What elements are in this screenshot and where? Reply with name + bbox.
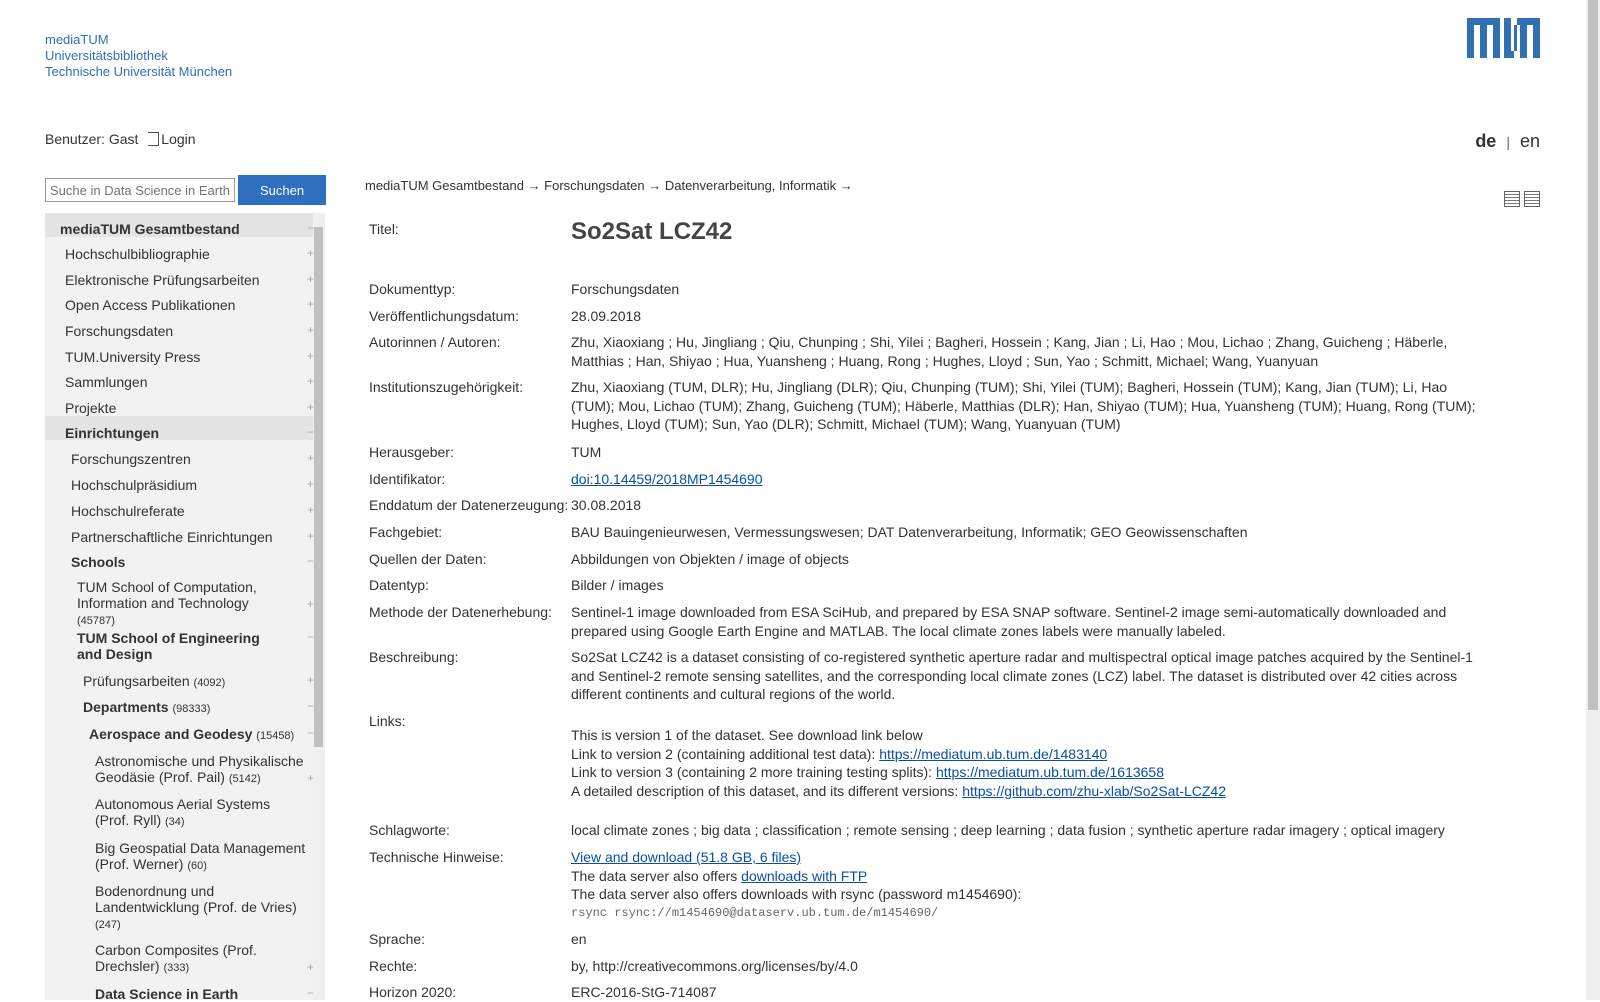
expand-icon[interactable]: + xyxy=(307,503,315,517)
links-line-3-text: Link to version 3 (containing 2 more training testing splits): xyxy=(571,764,936,780)
tree-node-count: (45787) xyxy=(77,615,115,627)
pubdate-label: Veröffentlichungsdatum: xyxy=(369,308,519,324)
tree-node-label: Projekte xyxy=(65,400,117,416)
keywords-value: local climate zones ; big data ; classification ; remote sensing ; deep learning ; data fusion ; synthetic aperture radar imagery ; optical imagery xyxy=(571,822,1445,838)
enddate-value: 30.08.2018 xyxy=(571,497,642,513)
collapse-icon[interactable]: − xyxy=(307,221,315,235)
login-label: Login xyxy=(161,131,196,147)
tum-logo[interactable] xyxy=(1467,18,1540,58)
tree-node-label: Schools xyxy=(71,554,126,570)
expand-icon[interactable]: + xyxy=(307,529,315,543)
expand-icon[interactable]: + xyxy=(307,246,315,260)
datatype-value: Bilder / images xyxy=(571,577,664,593)
tree-node[interactable] xyxy=(89,726,294,744)
expand-icon[interactable]: + xyxy=(307,597,315,611)
header-link-library[interactable]: Universitätsbibliothek xyxy=(45,48,168,63)
sources-value: Abbildungen von Objekten / image of objects xyxy=(571,551,849,567)
expand-icon[interactable]: + xyxy=(307,349,315,363)
tree-node[interactable] xyxy=(65,297,235,313)
doctype-label: Dokumenttyp: xyxy=(369,281,456,297)
tree-node[interactable] xyxy=(65,323,173,339)
doi-link[interactable]: doi:10.14459/2018MP1454690 xyxy=(571,471,763,487)
tree-node[interactable] xyxy=(95,986,307,1000)
ftp-link[interactable]: downloads with FTP xyxy=(741,867,868,884)
tree-node-label: Bodenordnung und Landentwicklung (Prof. de Vries) xyxy=(95,883,297,915)
collapse-icon[interactable]: − xyxy=(307,630,315,644)
method-value: Sentinel-1 image downloaded from ESA SciHub, and prepared by ESA SNAP software. Sentinel-2 image semi-automatically downloaded and prepared using Google Earth Engine and MATLAB. The local climate zones labels were manually labeled. xyxy=(571,604,1447,639)
breadcrumb[interactable]: mediaTUM Gesamtbestand → Forschungsdaten → Datenverarbeitung, Informatik → xyxy=(365,178,853,193)
tree-node[interactable] xyxy=(71,529,273,545)
expand-icon[interactable]: + xyxy=(307,673,315,687)
tree-node-count: (98333) xyxy=(172,703,211,715)
tree-node[interactable] xyxy=(65,400,116,416)
header-link-mediatum[interactable]: mediaTUM xyxy=(45,32,109,47)
authors-label: Autorinnen / Autoren: xyxy=(369,334,501,350)
tree-node-count: (15458) xyxy=(256,730,295,742)
tree-node-label: Sammlungen xyxy=(65,374,148,390)
tree-node-label: mediaTUM Gesamtbestand xyxy=(60,221,240,237)
version-2-link[interactable]: https://mediatum.ub.tum.de/1483140 xyxy=(879,745,1108,762)
rsync-command: rsync rsync://m1454690@dataserv.ub.tum.de/m1454690/ xyxy=(571,905,939,920)
lang-value: en xyxy=(571,931,587,947)
rights-value: by, http://creativecommons.org/licenses/by/4.0 xyxy=(571,958,858,974)
search-input[interactable] xyxy=(45,178,235,202)
collapse-icon[interactable]: − xyxy=(307,554,315,568)
tree-node-label: Autonomous Aerial Systems (Prof. Ryll) xyxy=(95,796,271,828)
sources-label: Quellen der Daten: xyxy=(369,551,487,567)
expand-icon[interactable]: + xyxy=(307,272,315,286)
keywords-label: Schlagworte: xyxy=(369,822,450,838)
datatype-label: Datentyp: xyxy=(369,577,429,593)
lang-separator: | xyxy=(1506,134,1510,150)
login-link[interactable] xyxy=(148,131,195,147)
tree-node[interactable] xyxy=(95,753,307,787)
affil-value: Zhu, Xiaoxiang (TUM, DLR); Hu, Jingliang (DLR); Qiu, Chunping (TUM); Shi, Yilei (TUM); Bagheri, Hossein (TUM); Kang, Jian (TUM); Li, Hao (TUM); Mou, Lichao (TUM); Zhang, Guicheng (TUM); Häberle, Matthias (DLR); Han, Shiyao (TUM); Hua, Yuansheng (TUM); Huang, Rong (TUM); Hughes, Lloyd (TUM); Sun, Yao (DLR); Schmitt, Michael (TUM); Wang, Yuanyuan (TUM) xyxy=(571,379,1476,432)
tree-node-label: Hochschulpräsidium xyxy=(71,477,198,493)
tree-node[interactable] xyxy=(65,425,159,441)
page-scrollbar[interactable] xyxy=(1586,0,1600,1000)
publisher-label: Herausgeber: xyxy=(369,444,454,460)
doctype-value: Forschungsdaten xyxy=(571,281,680,297)
field-value: BAU Bauingenieurwesen, Vermessungswesen; DAT Datenverarbeitung, Informatik; GEO Geowissenschaften xyxy=(571,524,1248,540)
collapse-icon[interactable]: − xyxy=(307,986,315,1000)
expand-icon[interactable]: + xyxy=(307,374,315,388)
tree-node[interactable] xyxy=(95,840,307,874)
tree-node-count: (4092) xyxy=(193,677,226,689)
links-line-3 xyxy=(571,763,1486,782)
tree-node-count: (60) xyxy=(187,860,207,872)
tree-node[interactable] xyxy=(65,272,260,288)
header-links xyxy=(45,32,232,80)
tree-node-label: TUM School of Engineering and Design xyxy=(77,630,260,662)
tree-node[interactable] xyxy=(60,221,240,237)
tech-value xyxy=(571,848,1486,922)
detail-view-icon[interactable] xyxy=(1504,191,1520,207)
horizon-value: ERC-2016-StG-714087 xyxy=(571,984,717,1000)
tree-node-label: Big Geospatial Data Management (Prof. Werner) xyxy=(95,840,306,872)
lang-label: Sprache: xyxy=(369,931,426,947)
tree-node-label: Einrichtungen xyxy=(65,425,160,441)
links-value xyxy=(571,726,1486,800)
tree-node[interactable] xyxy=(71,503,185,519)
page-scroll-thumb[interactable] xyxy=(1588,0,1598,710)
tree-node-count: (247) xyxy=(95,919,121,931)
tech-download xyxy=(571,848,1486,867)
tree-node[interactable] xyxy=(77,579,277,629)
download-link[interactable]: View and download (51.8 GB, 6 files) xyxy=(571,849,802,865)
header-link-university[interactable]: Technische Universität München xyxy=(45,64,233,79)
tech-ftp-text: The data server also offers xyxy=(571,867,742,884)
enddate-label: Enddatum der Datenerzeugung: xyxy=(369,497,569,513)
ident-value xyxy=(571,470,1486,489)
tree-node-label: Aerospace and Geodesy xyxy=(89,726,253,742)
search-box xyxy=(45,178,305,202)
search-button[interactable]: Suchen xyxy=(238,175,326,205)
tree-node[interactable] xyxy=(65,349,200,365)
tree-node[interactable] xyxy=(71,554,125,570)
tree-node-label: Forschungszentren xyxy=(71,451,191,467)
list-view-icon[interactable] xyxy=(1524,191,1540,207)
method-label: Methode der Datenerhebung: xyxy=(369,604,552,620)
collapse-icon[interactable]: − xyxy=(307,726,315,740)
links-line-1: This is version 1 of the dataset. See download link below xyxy=(571,727,923,743)
tree-node[interactable] xyxy=(83,699,210,717)
tree-node-label: TUM.University Press xyxy=(65,349,201,365)
links-label: Links: xyxy=(369,713,406,729)
tree-node-label: Astronomische und Physikalische Geodäsie (Prof. Pail) xyxy=(95,753,304,785)
record-title: So2Sat LCZ42 xyxy=(571,218,733,245)
view-switch xyxy=(1500,191,1540,212)
tree-node[interactable] xyxy=(71,451,191,467)
tech-ftp xyxy=(571,867,1486,886)
desc-label: Beschreibung: xyxy=(369,649,459,665)
expand-icon[interactable]: + xyxy=(307,960,315,974)
expand-icon[interactable]: + xyxy=(307,771,315,785)
version-3-link[interactable]: https://mediatum.ub.tum.de/1613658 xyxy=(935,764,1165,780)
tree-node[interactable] xyxy=(95,883,307,933)
tech-label: Technische Hinweise: xyxy=(369,849,504,865)
tree-node-label: Prüfungsarbeiten xyxy=(83,673,190,689)
collapse-icon[interactable]: − xyxy=(307,425,315,439)
tree-node-count: (333) xyxy=(163,962,190,974)
collapse-icon[interactable]: − xyxy=(307,699,315,713)
desc-value: So2Sat LCZ42 is a dataset consisting of co-registered synthetic aperture radar and multispectral optical image patches acquired by the Sentinel-1 and Sentinel-2 remote sensing satellites, and the corresponding local climate zones (LCZ) label. The dataset is distributed over 42 cities across different continents and cultural regions of the world. xyxy=(571,649,1473,702)
lang-de[interactable]: de xyxy=(1475,131,1497,151)
tree-node[interactable] xyxy=(65,246,210,262)
pubdate-value: 28.09.2018 xyxy=(571,308,642,324)
tree-node[interactable] xyxy=(95,796,307,830)
github-link[interactable]: https://github.com/zhu-xlab/So2Sat-LCZ42 xyxy=(962,782,1227,799)
tree-node-label: Hochschulreferate xyxy=(71,503,185,519)
ident-label: Identifikator: xyxy=(369,471,446,487)
expand-icon[interactable]: + xyxy=(307,477,315,491)
tree-node-count: (5142) xyxy=(228,773,261,785)
authors-value: Zhu, Xiaoxiang ; Hu, Jingliang ; Qiu, Chunping ; Shi, Yilei ; Bagheri, Hossein ; Kang, Jian ; Li, Hao ; Mou, Lichao ; Zhang, Guicheng ; Häberle, Matthias ; Han, Shiyao ; Hua, Yuansheng ; Huang, Rong ; Hughes, Lloyd ; Sun, Yao ; Schmitt, Michael; Wang, Yuanyuan xyxy=(571,334,1448,369)
affil-label: Institutionszugehörigkeit: xyxy=(369,379,524,395)
tree-node-label: Hochschulbibliographie xyxy=(65,246,210,262)
links-line-2-text: Link to version 2 (containing additional test data): xyxy=(571,745,880,762)
links-line-4-text: A detailed description of this dataset, and its different versions: xyxy=(571,782,963,799)
tree-node-label: Open Access Publikationen xyxy=(65,297,236,313)
links-line-4 xyxy=(571,782,1486,801)
collection-tree xyxy=(45,213,325,1000)
tree-node-label: Forschungsdaten xyxy=(65,323,174,339)
expand-icon[interactable]: + xyxy=(307,400,315,414)
publisher-value: TUM xyxy=(571,444,602,460)
tree-node[interactable] xyxy=(83,673,225,691)
field-label: Fachgebiet: xyxy=(369,524,443,540)
tree-node[interactable] xyxy=(77,630,277,662)
tree-node-label: Departments xyxy=(83,699,169,715)
expand-icon[interactable]: + xyxy=(307,451,315,465)
rights-label: Rechte: xyxy=(369,958,418,974)
tree-node-label: Carbon Composites (Prof. Drechsler) xyxy=(95,942,257,974)
title-label: Titel: xyxy=(369,221,399,237)
language-switch xyxy=(1475,131,1540,152)
lang-en[interactable]: en xyxy=(1519,131,1540,151)
user-bar xyxy=(45,131,196,147)
tree-node-label: Data Science in Earth xyxy=(95,986,239,1000)
tree-scrollbar[interactable] xyxy=(313,213,325,1000)
tree-node-count: (34) xyxy=(165,816,185,828)
tree-node-label: Partnerschaftliche Einrichtungen xyxy=(71,529,273,545)
tree-node-label: Elektronische Prüfungsarbeiten xyxy=(65,272,260,288)
tree-node-label: TUM School of Computation, Information and Technology xyxy=(77,579,257,611)
horizon-label: Horizon 2020: xyxy=(369,984,457,1000)
tree-scroll-thumb[interactable] xyxy=(314,227,323,747)
tree-node[interactable] xyxy=(65,374,148,390)
tech-rsync: The data server also offers downloads with rsync (password m1454690): xyxy=(571,886,1022,902)
links-line-2 xyxy=(571,745,1486,764)
expand-icon[interactable]: + xyxy=(307,297,315,311)
user-label: Benutzer: Gast xyxy=(45,131,139,147)
tree-node[interactable] xyxy=(95,942,307,976)
tree-node[interactable] xyxy=(71,477,197,493)
expand-icon[interactable]: + xyxy=(307,323,315,337)
login-icon xyxy=(148,132,159,146)
